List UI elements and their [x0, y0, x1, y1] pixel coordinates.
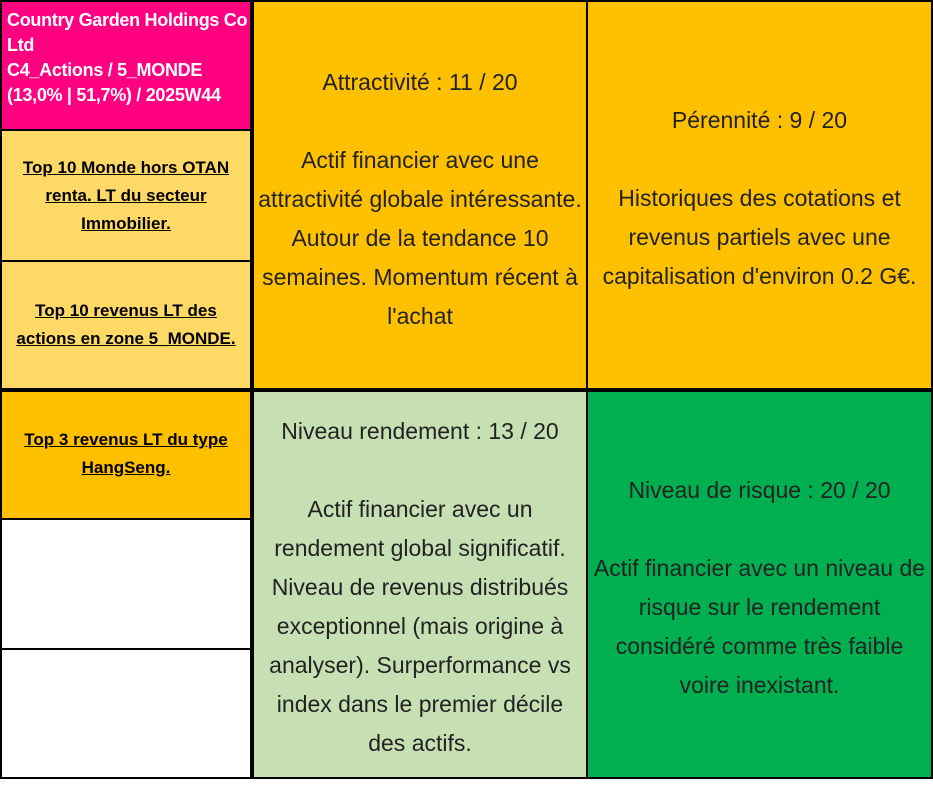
ranking-tag-type-link[interactable]: Top 3 revenus LT du type HangSeng.	[24, 430, 228, 477]
ranking-tag-zone-link[interactable]: Top 10 revenus LT des actions en zone 5_MONDE.	[16, 301, 236, 348]
perennite-panel	[586, 0, 933, 390]
perennite-text: Historiques des cotations et revenus partiels avec une capitalisation d'environ 0.2 G€.	[602, 185, 917, 289]
risque-panel	[586, 390, 933, 779]
asset-name-line1: Country Garden Holdings Co	[7, 10, 248, 30]
rendement-text: Actif financier avec un rendement global significatif. Niveau de revenus distribués exceptionnel (mais origine à analyser). Surperformance vs index dans le premier décile des actifs.	[269, 496, 571, 756]
asset-category: C4_Actions / 5_MONDE	[7, 60, 203, 80]
risque-heading: Niveau de risque : 20 / 20	[628, 477, 891, 503]
empty-cell	[0, 648, 252, 779]
ranking-tag-type[interactable]	[0, 390, 252, 520]
ranking-tag-sector-link[interactable]: Top 10 Monde hors OTAN renta. LT du secteur Immobilier.	[22, 157, 230, 233]
asset-stats: (13,0% | 51,7%) / 2025W44	[7, 85, 221, 105]
rendement-heading: Niveau rendement : 13 / 20	[281, 418, 559, 444]
empty-cell	[0, 518, 252, 650]
ranking-tag-zone[interactable]	[0, 260, 252, 390]
attractivite-panel	[252, 0, 588, 390]
rendement-panel	[252, 390, 588, 779]
ranking-tag-sector[interactable]	[0, 129, 252, 262]
attractivite-text: Actif financier avec une attractivité globale intéressante. Autour de la tendance 10 semaines. Momentum récent à l'achat	[258, 147, 582, 329]
asset-name-line2: Ltd	[7, 35, 35, 55]
asset-title-block	[0, 0, 252, 131]
perennite-heading: Pérennité : 9 / 20	[671, 107, 848, 133]
attractivite-heading: Attractivité : 11 / 20	[322, 69, 518, 95]
risque-text: Actif financier avec un niveau de risque sur le rendement considéré comme très faible voire inexistant.	[593, 555, 926, 698]
